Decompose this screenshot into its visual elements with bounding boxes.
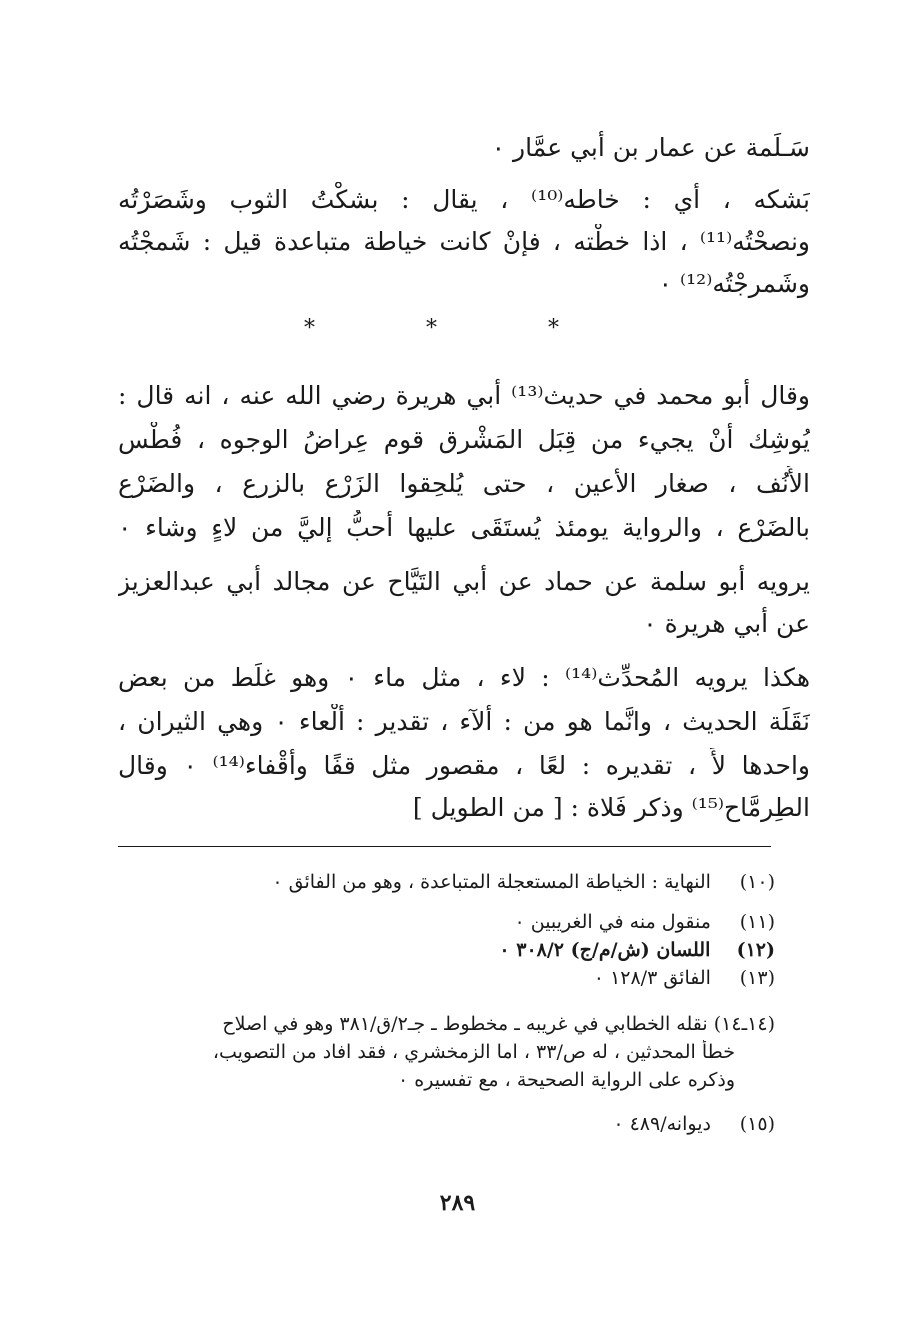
- footnote-rule: [118, 846, 771, 847]
- page-number: ٢٨٩: [439, 1190, 476, 1216]
- footnote-text: الفائق ١٢٨/٣ ٠: [593, 967, 711, 989]
- footnote-text: اللسان (ش/م/ج) ٣٠٨/٢ ٠: [499, 939, 711, 961]
- footnote-number: (١٢): [736, 939, 775, 961]
- section-separator: * * *: [304, 316, 611, 341]
- footnote-number: (١٠): [739, 871, 775, 893]
- footnote-text: ديوانه/٤٨٩ ٠: [613, 1113, 711, 1135]
- footnote-14: [118, 1012, 775, 1037]
- footnote-12: [118, 938, 775, 963]
- body-line: وقال أبو محمد في حديث⁽¹³⁾ أبي هريرة رضي الله عنه ، انه قال :: [118, 381, 810, 410]
- body-line: بَشكه ، أي : خاطه⁽¹⁰⁾ ، يقال : بشكْتُ الثوب وشَصَرْتُه: [118, 185, 810, 214]
- body-line: سَـلَمة عن عمار بن أبي عمَّار ٠: [491, 133, 810, 162]
- body-line: هكذا يرويه المُحدِّث⁽¹⁴⁾ : لاء ، مثل ماء ٠ وهو غلَط من بعض: [118, 663, 810, 692]
- footnote-number: (١٣): [739, 967, 775, 989]
- footnote-text: النهاية : الخياطة المستعجلة المتباعدة ، وهو من الفائق ٠: [272, 871, 711, 893]
- body-line: يرويه أبو سلمة عن حماد عن أبي التَيَّاح عن مجالد أبي عبدالعزيز: [118, 567, 810, 596]
- body-line: وشَمرجْتُه⁽¹²⁾ ٠: [658, 269, 810, 298]
- body-line: ونصحْتُه⁽¹¹⁾ ، اذا خطْته ، فإنْ كانت خياطة متباعدة قيل : شَمجْتُه: [118, 227, 810, 256]
- body-line: الأُنُف ، صغار الأعين ، حتى يُلحِقوا الزَرْع بالزرع ، والضَرْع: [118, 469, 810, 498]
- body-line: عن أبي هريرة ٠: [643, 609, 810, 638]
- footnote-text: منقول منه في الغريبين ٠: [514, 911, 711, 933]
- footnote-14-continuation: وذكره على الرواية الصحيحة ، مع تفسيره ٠: [398, 1069, 735, 1091]
- footnote-text: نقله الخطابي في غريبه ـ مخطوط ـ جـ٢/ق/٣٨١ وهو في اصلاح: [222, 1013, 708, 1035]
- footnote-14-continuation: خطأ المحدثين ، له ص/٣٣ ، اما الزمخشري ، فقد افاد من التصويب،: [212, 1041, 735, 1063]
- body-line: نَقَلَة الحديث ، وانَّما هو من : ألآء ، تقدير : ألْعاء ٠ وهي الثيران ،: [118, 707, 810, 736]
- body-line: الطِرمَّاح⁽¹⁵⁾ وذكر فَلاة : [ من الطويل ]: [412, 793, 810, 822]
- body-line: واحدها لأً ، تقديره : لعًا ، مقصور مثل قفًا وأقْفاء⁽¹⁴⁾ ٠ وقال: [118, 751, 810, 780]
- body-line: يُوشِك أنْ يجيء من قِبَل المَشْرق قوم عِراضُ الوجوه ، فُطْس: [118, 425, 810, 454]
- footnote-15: [118, 1112, 775, 1137]
- footnote-13: [118, 966, 775, 991]
- footnote-11: [118, 910, 775, 935]
- body-line: بالضَرْع ، والرواية يومئذ يُستَقَى عليها أحبُّ إليَّ من لاءٍ وشاء ٠: [118, 513, 810, 542]
- footnote-number: (١٥): [739, 1113, 775, 1135]
- footnote-number: (١١): [739, 911, 775, 933]
- footnote-10: [118, 870, 775, 895]
- footnote-number: (١٤ـ١٤): [713, 1013, 775, 1035]
